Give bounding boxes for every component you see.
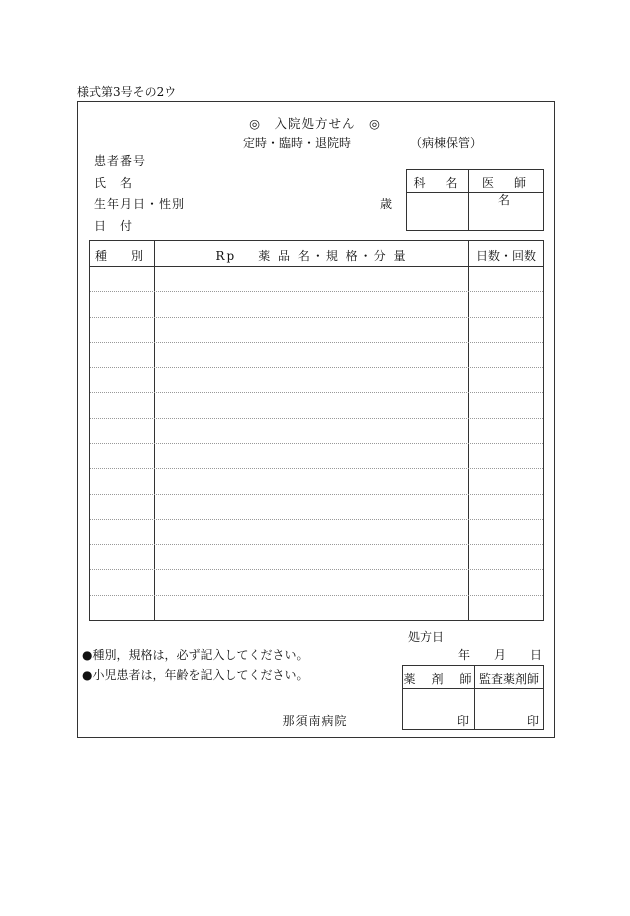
auditor-label: 監査薬剤師: [478, 672, 539, 686]
row-separator: [90, 392, 543, 393]
row-separator: [90, 443, 543, 444]
date-label: 日 付: [94, 219, 134, 233]
row-separator: [90, 468, 543, 469]
row-separator: [90, 569, 543, 570]
row-separator: [90, 519, 543, 520]
ymd-label: 年 月 日: [458, 648, 543, 662]
row-separator: [90, 544, 543, 545]
patient-number-label: 患者番号: [94, 154, 147, 168]
auditor-seal: 印: [526, 714, 539, 728]
prescription-types: 定時・臨時・退院時: [243, 136, 352, 150]
rx-date-label: 処方日: [408, 630, 445, 644]
pharmacist-label: 薬 剤 師: [403, 672, 474, 686]
rp-label: Rp: [215, 249, 237, 263]
form-id: 様式第3号その2ウ: [77, 85, 177, 99]
col-type-header: 種 別: [94, 249, 149, 263]
col-days-header: 日数・回数: [475, 249, 536, 263]
hospital-name: 那須南病院: [282, 714, 348, 728]
col-drug-header: [155, 247, 468, 264]
dept-doctor-box: [406, 169, 547, 231]
prescription-table: [89, 240, 544, 621]
dob-sex-label: 生年月日・性別: [94, 197, 186, 211]
row-separator: [90, 367, 543, 368]
row-separator: [90, 291, 543, 292]
patient-name-label: 氏 名: [94, 176, 134, 190]
pharmacist-seal: 印: [457, 714, 470, 728]
note-type-spec: ●種別，規格は，必ず記入してください。: [82, 648, 309, 662]
note-child-age: ●小児患者は，年齢を記入してください。: [82, 668, 309, 682]
row-separator: [90, 342, 543, 343]
dept-label: 科 名: [413, 176, 462, 190]
row-separator: [90, 595, 543, 596]
row-separator: [90, 317, 543, 318]
doctor-label: 医 師 名: [481, 176, 547, 207]
form-title: ◎ 入院処方せん ◎: [249, 116, 381, 131]
age-unit-label: 歳: [380, 197, 394, 211]
row-separator: [90, 418, 543, 419]
storage-note: （病棟保管）: [410, 136, 483, 150]
drug-label: 薬 品 名・規 格・分 量: [258, 249, 408, 263]
row-separator: [90, 494, 543, 495]
